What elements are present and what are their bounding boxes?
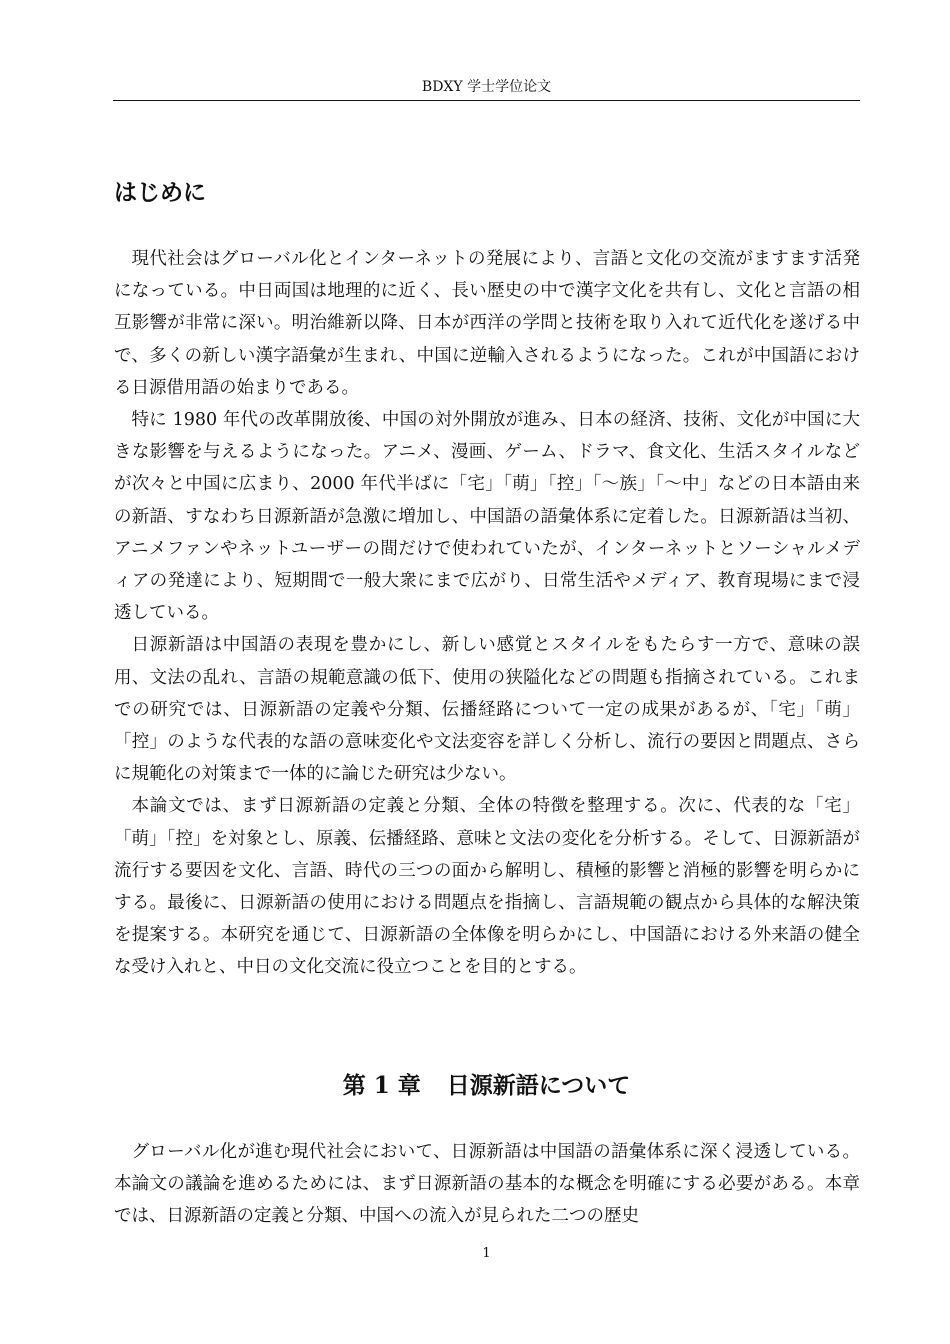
paragraph: 特に 1980 年代の改革開放後、中国の対外開放が進み、日本の経済、技術、文化が中国に大きな影響を与えるようになった。アニメ、漫画、ゲーム、ドラマ、食文化、生活スタイルなどが次々と中国に広まり、2000 年代半ばに「宅」「萌」「控」「～族」「～中」などの日本語由来の新語、すなわち日源新語が急激に増加し、中国語の語彙体系に定着した。日源新語は当初、アニメファンやネットユーザーの間だけで使われていたが、インターネットとソーシャルメディアの発達により、短期間で一般大衆にまで広がり、日常生活やメディア、教育現場にまで浸透している。 [114, 410, 860, 624]
paragraph: 現代社会はグローバル化とインターネットの発展により、言語と文化の交流がますます活発になっている。中日両国は地理的に近く、長い歴史の中で漢字文化を共有し、文化と言語の相互影響が非常に深い。明治維新以降、日本が西洋の学問と技術を取り入れて近代化を遂げる中で、多くの新しい漢字語彙が生まれ、中国に逆輸入されるようになった。これが中国語における日源借用語の始まりである。 [114, 249, 860, 398]
introduction-body [114, 243, 860, 984]
chapter-title [113, 1068, 860, 1104]
chapter-1-body [114, 1136, 860, 1233]
chapter-heading: 日源新語について [446, 1072, 631, 1099]
header-rule [113, 100, 860, 101]
chapter-number: 第 1 章 [342, 1072, 421, 1099]
paragraph: グローバル化が進む現代社会において、日源新語は中国語の語彙体系に深く浸透している。本論文の議論を進めるためには、まず日源新語の基本的な概念を明確にする必要がある。本章では、日源新語の定義と分類、中国への流入が見られた二つの歴史 [114, 1142, 860, 1227]
running-header: BDXY 学士学位论文 [421, 79, 552, 95]
paragraph: 本論文では、まず日源新語の定義と分類、全体の特徴を整理する。次に、代表的な「宅」「萌」「控」を対象とし、原義、伝播経路、意味と文法の変化を分析する。そして、日源新語が流行する要因を文化、言語、時代の三つの面から解明し、積極的影響と消極的影響を明らかにする。最後に、日源新語の使用における問題点を指摘し、言語規範の観点から具体的な解決策を提案する。本研究を通じて、日源新語の全体像を明らかにし、中国語における外来語の健全な受け入れと、中日の文化交流に役立つことを目的とする。 [114, 796, 860, 978]
paragraph: 日源新語は中国語の表現を豊かにし、新しい感覚とスタイルをもたらす一方で、意味の誤用、文法の乱れ、言語の規範意識の低下、使用の狭隘化などの問題も指摘されている。これまでの研究では、日源新語の定義や分類、伝播経路について一定の成果があるが、「宅」「萌」「控」のような代表的な語の意味変化や文法変容を詳しく分析し、流行の要因と問題点、さらに規範化の対策まで一体的に論じた研究は少ない。 [114, 635, 860, 785]
page-number: 1 [482, 1246, 491, 1261]
section-title-introduction: はじめに [114, 179, 206, 206]
